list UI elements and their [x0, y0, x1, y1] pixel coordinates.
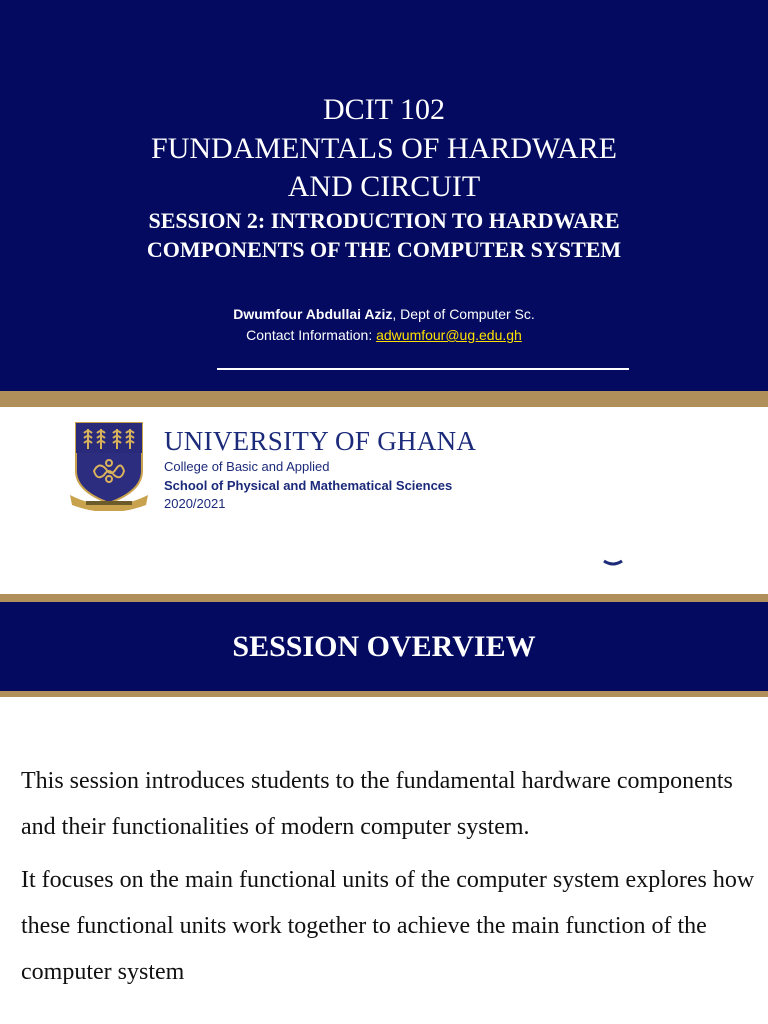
section-heading: SESSION OVERVIEW [232, 630, 536, 663]
academic-year: 2020/2021 [164, 496, 226, 511]
university-banner [0, 407, 768, 594]
decorative-mark-icon [602, 557, 624, 567]
overview-paragraph: This session introduces students to the fundamental hardware components and their functionalities of modern computer system. [21, 768, 733, 840]
course-title-line-2: AND CIRCUIT [287, 170, 481, 203]
author-block [0, 304, 768, 346]
session-title-line-2: COMPONENTS OF THE COMPUTER SYSTEM [146, 237, 622, 262]
title-divider [217, 368, 629, 370]
gold-band [0, 594, 768, 602]
contact-line [0, 325, 768, 346]
gold-band [0, 391, 768, 407]
author-line [0, 304, 768, 325]
contact-label: Contact Information: [246, 327, 377, 343]
author-name: Dwumfour Abdullai Aziz [233, 306, 393, 322]
title-slide [0, 0, 768, 391]
course-title-line-1: FUNDAMENTALS OF HARDWARE [151, 132, 617, 165]
university-name: UNIVERSITY OF GHANA [164, 426, 477, 456]
session-title [0, 206, 768, 264]
university-crest-icon [66, 419, 152, 511]
course-title [0, 130, 768, 206]
session-title-line-1: SESSION 2: INTRODUCTION TO HARDWARE [148, 208, 620, 233]
gold-band [0, 691, 768, 697]
section-heading-bar [0, 602, 768, 691]
course-code: DCIT 102 [323, 93, 445, 126]
contact-email-link[interactable]: adwumfour@ug.edu.gh [376, 327, 522, 343]
school-name: School of Physical and Mathematical Sciences [164, 478, 453, 493]
college-name: College of Basic and Applied [164, 459, 330, 474]
overview-paragraph: It focuses on the main functional units of the computer system explores how these functional units work together to achieve the main function of the computer system [21, 867, 755, 985]
author-dept: , Dept of Computer Sc. [392, 306, 535, 322]
